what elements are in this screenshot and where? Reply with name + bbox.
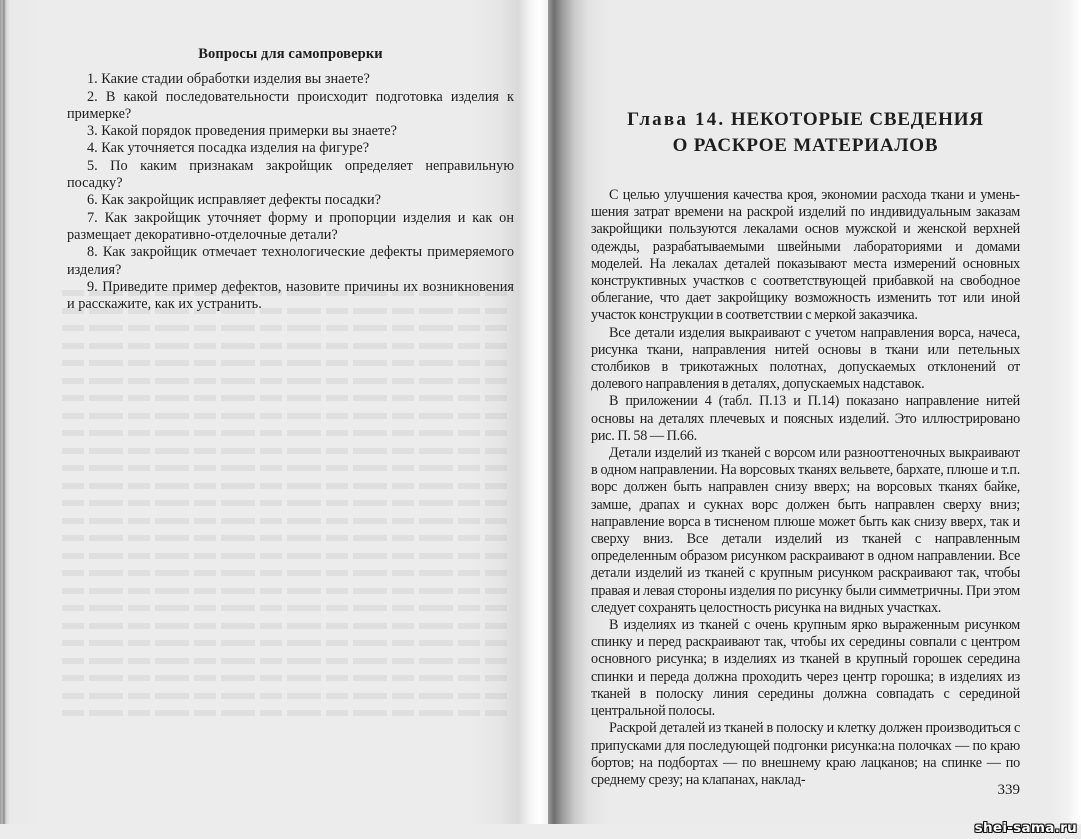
question-item: 9. Приведите пример дефектов, назовите причины их возникновения и расскажите, как их устранить. bbox=[67, 278, 514, 313]
question-item: 6. Как закройщик исправляет дефекты посадки? bbox=[87, 192, 381, 209]
chapter-label: Глава 14. bbox=[627, 109, 726, 130]
body-paragraph: Детали изделий из тканей с ворсом или разнооттеночных выкраивают в одном направлении. На ворсовых тканях вельвете, бархате, плюше и т.п. ворс должен быть направлен снизу вверх; на ворсовых тканях байке, замше, драпах и сукнах ворс должен быть направлен сверху вниз; направление ворса в тисненом плюше может быть как снизу вверх, так и сверху вниз. Все детали изделий из тканей с направленным определенным образом рисунком раскраивают в одном направлении. Все детали изделий из тканей с крупным рисунком раскраивают так, чтобы правая и левая стороны изделия по рисунку были симметричны. При этом следует сохранять целостность рисунка на видных участках. bbox=[591, 445, 1020, 616]
chapter-title-line1: НЕКОТОРЫЕ СВЕДЕНИЯ bbox=[730, 109, 984, 130]
question-list bbox=[67, 71, 514, 313]
self-check-section bbox=[67, 46, 514, 313]
question-item: 7. Как закройщик уточняет форму и пропорции изделия и как он размещает декоративно-отделочные детали? bbox=[67, 209, 514, 243]
question-item: 1. Какие стадии обработки изделия вы знаете? bbox=[87, 71, 370, 88]
page-footer bbox=[591, 782, 1077, 839]
question-item: 4. Как уточняется посадка изделия на фигуре? bbox=[87, 140, 370, 157]
body-paragraph: В приложении 4 (табл. П.13 и П.14) показано направление нитей основы на деталях плечевых и поясных изделий. Это иллюстрировано рис. П. 58 — П.66. bbox=[591, 393, 1020, 444]
body-paragraph: Раскрой деталей из тканей в полоску и клетку должен производиться с припусками для последующей подгонки рисунка:на полочках — по краю бортов; на подбортах — по внешнему краю лацканов; на спинке — по среднему срезу; на клапанах, наклад- bbox=[591, 720, 1020, 788]
chapter-title-line2: О РАСКРОЕ МАТЕРИАЛОВ bbox=[672, 135, 939, 156]
left-page bbox=[0, 0, 548, 824]
section-title: Вопросы для самопроверки bbox=[198, 46, 383, 62]
site-watermark: shei-sama.ru bbox=[974, 820, 1077, 837]
bleed-through-texture bbox=[62, 290, 507, 760]
page-number: 339 bbox=[997, 782, 1020, 799]
question-item: 3. Какой порядок проведения примерки вы знаете? bbox=[87, 123, 397, 140]
body-paragraph: Все детали изделия выкраивают с учетом направления ворса, начеса, рисунка ткани, направления нитей основы в ткани или петельных столбиков в трикотажных полотнах, допускаемых отклонений от долевого направления в деталях, допускаемых надставок. bbox=[591, 324, 1020, 393]
chapter-body bbox=[591, 187, 1020, 789]
body-paragraph: С целью улучшения качества кроя, экономии расхода ткани и уменьшения затрат времени на раскрой изделий по индивидуальным заказам закройщики пользуются лекалами основ мужской и женской верхней одежды, разрабатываемыми швейными лабораториями и домами моделей. На лекалах деталей показывают места измерений основных конструктивных участков с соответствующей прибавкой на свободное облегание, что дает закройщику возможность изменить тот или иной участок конструкции в соответствии с меркой заказчика. bbox=[591, 187, 1020, 324]
question-item: 2. В какой последовательности происходит подготовка изделия к примерке? bbox=[67, 88, 514, 122]
question-item: 5. По каким признакам закройщик определяет неправильную посадку? bbox=[67, 157, 514, 192]
question-item: 8. Как закройщик отмечает технологические дефекты примеряемого изделия? bbox=[67, 244, 514, 278]
chapter-section bbox=[591, 107, 1077, 837]
body-paragraph: В изделиях из тканей с очень крупным ярко выраженным рисунком спинку и перед раскраивают так, чтобы их середины совпали с центром основного рисунка; в изделиях из тканей в крупный горошек середина спинки и переда должна проходить через центр горошка; в изделиях из тканей в полоску линия середины должна совпадать с серединой центральной полосы. bbox=[591, 617, 1020, 720]
chapter-title bbox=[591, 107, 1020, 159]
